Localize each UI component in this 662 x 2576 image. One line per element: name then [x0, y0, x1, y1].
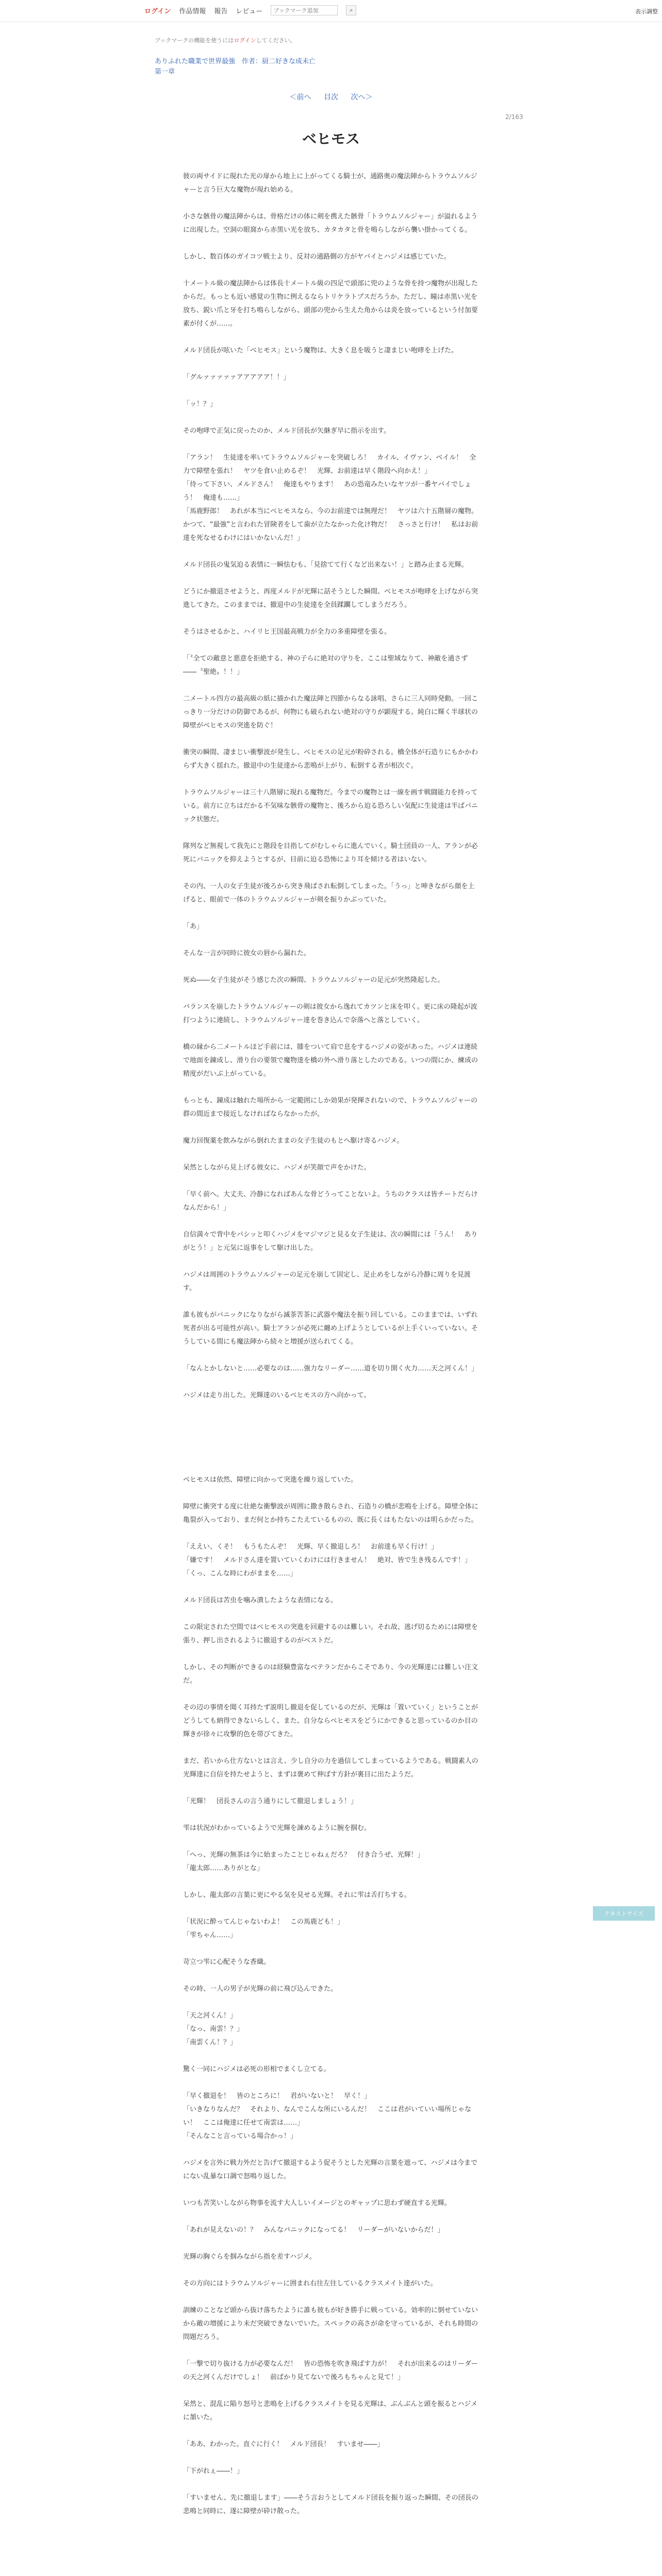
paragraph: 衝突の瞬間、凄まじい衝撃波が発生し、ベヒモスの足元が粉砕される。橋全体が石造りにもかかわらず大きく揺れた。撤退中の生徒達から悲鳴が上がり、転倒する者が相次ぐ。 — [183, 749, 478, 770]
paragraph: 「早く前へ。大丈夫、冷静になればあんな骨どうってことないよ。うちのクラスは皆チートだらけなんだから！」 — [183, 1191, 478, 1212]
paragraph: 橋の縁から二メートルほど手前には、膝をついて肩で息をするハジメの姿があった。ハジメは連続で地面を錬成し、滑り台の要領で魔物達を橋の外へ滑り落としたのである。いつの間にか、練成の精度がだいぶ上がっている。 — [183, 1043, 478, 1078]
paragraph: 誰も彼もがパニックになりながら滅茶苦茶に武器や魔法を振り回している。このままでは、いずれ死者が出る可能性が高い。騎士アランが必死に纏め上げようとしているが上手くいっていない。そうしている間にも魔法陣から続々と増援が送られてくる。 — [183, 1311, 478, 1346]
paragraph: 驚く一同にハジメは必死の形相でまくし立てる。 — [183, 2065, 330, 2073]
paragraph: 「一撃で切り抜ける力が必要なんだ！ 皆の恐怖を吹き飛ばす力が！ それが出来るのはリーダーの天之河くんだけでしょ！ 前ばかり見てないで後ろもちゃんと見て！」 — [183, 2360, 478, 2381]
paragraph: トラウムソルジャーは三十八階層に現れる魔物だ。今までの魔物とは一線を画す戦闘能力を持っている。前方に立ちはだかる不気味な骸骨の魔物と、後ろから迫る恐ろしい気配に生徒達は半ばパニック状態だ。 — [183, 789, 478, 823]
paragraph: 「ッ！？」 — [183, 400, 217, 408]
paragraph: その内、一人の女子生徒が後ろから突き飛ばされ転倒してしまった。「うっ」と呻きながら顔を上げると、眼前で一体のトラウムソルジャーが剣を振りかぶっていた。 — [183, 883, 475, 904]
paragraph: しかし、その判断ができるのは経験豊富なベテランだからこそであり、今の光輝達には難しい注文だ。 — [183, 1664, 478, 1685]
paragraph: いつも苦笑いしながら物事を流す大人しいイメージとのギャップに思わず硬直する光輝。 — [183, 2199, 451, 2207]
display-settings-link[interactable]: 表示調整 — [635, 8, 658, 15]
paragraph: 光輝の胸ぐらを掴みながら指を差すハジメ。 — [183, 2253, 316, 2261]
paragraph: 呆然としながら見上げる彼女に、ハジメが笑顔で声をかけた。 — [183, 1164, 371, 1172]
paragraph: 隊列など無視して我先にと階段を目指してがむしゃらに進んでいく。騎士団員の一人、アランが必死にパニックを抑えようとするが、目前に迫る恐怖により耳を傾ける者はいない。 — [183, 842, 478, 863]
login-link[interactable]: ログイン — [144, 7, 171, 15]
chapter-label: 第一章 — [155, 68, 175, 76]
nav-report[interactable]: 報告 — [214, 7, 228, 15]
paragraph: 「ええい、くそ！ もうもたんぞ！ 光輝、早く撤退しろ！ お前達も早く行け！」 「嫌です！ メルドさん達を置いていくわけには行きません！ 絶対、皆で生き残るんです！」 「くっ、こんな時にわがままを……」 — [183, 1543, 472, 1578]
paragraph: その方向にはトラウムソルジャーに囲まれ右往左往しているクラスメイト達がいた。 — [183, 2280, 437, 2287]
paragraph: もっとも、錬成は触れた場所から一定範囲にしか効果が発揮されないので、トラウムソルジャーの群の間近まで接近しなければならなかったが。 — [183, 1097, 478, 1118]
paragraph: この限定された空間ではベヒモスの突進を回避するのは難しい。それ故、逃げ切るためには障壁を張り、押し出されるように撤退するのがベストだ。 — [183, 1623, 478, 1645]
paragraph: 呆然と、混乱に陥り怒号と悲鳴を上げるクラスメイトを見る光輝は、ぶんぶんと頭を振るとハジメに頷いた。 — [183, 2400, 477, 2421]
paragraph: 「光輝！ 団長さんの言う通りにして撤退しましょう！」 — [183, 1798, 358, 1805]
paragraph — [183, 1416, 479, 1429]
paragraph: ハジメは走り出した。光輝達のいるベヒモスの方へ向かって。 — [183, 1392, 371, 1399]
paragraph: 死ぬ――女子生徒がそう感じた次の瞬間、トラウムソルジャーの足元が突然隆起した。 — [183, 976, 444, 984]
paragraph: 障壁に衝突する度に壮絶な衝撃波が周囲に撒き散らされ、石造りの橋が悲鳴を上げる。障壁全体に亀裂が入っており、まだ何とか持ちこたえているものの、既に長くはもたないのは明らかだった。 — [183, 1503, 478, 1524]
prev-link[interactable]: ＜前へ — [289, 93, 311, 101]
novel-body — [183, 170, 479, 2532]
paragraph: しかし、数百体のガイコツ戦士より、反対の通路側の方がヤバイとハジメは感じていた。 — [183, 253, 451, 261]
paragraph: 彼の両サイドに現れた光の扉から地上に上がってくる騎士が、通路奥の魔法陣からトラウムソルジャーと言う巨大な魔物が現れ始める。 — [183, 173, 477, 194]
paragraph: そうはさせるかと、ハイリヒ王国最高戦力が全力の多重障壁を張る。 — [183, 628, 391, 636]
paragraph: まだ、若いから仕方ないとは言え、少し自分の力を過信してしまっているようである。戦闘素人の光輝達に自信を持たせようと、まずは褒めて伸ばす方針が裏目に出たようだ。 — [183, 1757, 478, 1778]
bookmark-input[interactable] — [271, 5, 338, 15]
paragraph: 「あれが見えないの！？ みんなパニックになってる！ リーダーがいないからだ！」 — [183, 2226, 444, 2234]
series-title-link[interactable]: ありふれた職業で世界最強 作者：厨二好きな成未亡 — [155, 58, 316, 65]
paragraph: ハジメは周囲のトラウムソルジャーの足元を崩して固定し、足止めをしながら冷静に周りを見渡す。 — [183, 1271, 471, 1292]
paragraph: 「ああ、わかった。直ぐに行く！ メルド団長！ すいませ――」 — [183, 2441, 384, 2448]
paragraph: その咆哮で正気に戻ったのか、メルド団長が矢継ぎ早に指示を出す。 — [183, 427, 390, 435]
paragraph: バランスを崩したトラウムソルジャーの剣は彼女から逸れてカツンと床を叩く。更に床の隆起が波打つように連続し、トラウムソルジャー達を巻き込んで奈落へと落としていく。 — [183, 1003, 477, 1024]
page-number: 2/163 — [505, 113, 523, 121]
bookmark-notice — [155, 36, 296, 44]
paragraph: メルド団長は苦虫を噛み潰したような表情になる。 — [183, 1597, 338, 1604]
paragraph: ハジメを言外に戦力外だと告げて撤退するよう促そうとした光輝の言葉を遮って、ハジメは今までにない乱暴な口調で怒鳴り返した。 — [183, 2159, 477, 2180]
paragraph: その時、一人の男子が光輝の前に飛び込んできた。 — [183, 1985, 338, 1993]
paragraph: ベヒモスは依然、障壁に向かって突進を繰り返していた。 — [183, 1476, 358, 1484]
paragraph: 自信満々で背中をパシッと叩くハジメをマジマジと見る女子生徒は、次の瞬間には「うん！ ありがとう！」と元気に返事をして駆け出した。 — [183, 1231, 478, 1252]
paragraph: その辺の事情を聞く耳持たず説明し撤退を促しているのだが、光輝は「置いていく」ということがどうしても納得できないらしく、また、自分ならベヒモスをどうにかできると思っているのか目の輝きが徐々に攻撃的色を帯びてきた。 — [183, 1704, 478, 1738]
paragraph: メルド団長の鬼気迫る表情に一瞬怯むも、「見捨てて行くなど出来ない！」と踏み止まる光輝。 — [183, 561, 468, 569]
notice-prefix: ブックマークの機能を使うには — [155, 37, 234, 44]
text-size-button[interactable]: テキストサイズ — [593, 1906, 655, 1921]
nav-review[interactable]: レビュー — [236, 7, 263, 15]
chapter-title: ベヒモス — [302, 130, 360, 147]
paragraph: メルド団長が呟いた「ベヒモス」という魔物は、大きく息を吸うと凄まじい咆哮を上げた。 — [183, 347, 458, 354]
notice-suffix: してください。 — [256, 37, 296, 44]
paragraph: そんな一言が同時に彼女の唇から漏れた。 — [183, 950, 311, 957]
paragraph: 「天之河くん！」 「なっ、南雲！？」 「南雲くん！？」 — [183, 2012, 244, 2046]
paragraph: 「アラン！ 生徒達を率いてトラウムソルジャーを突破しろ！ カイル、イヴァン、ベイル！ 全力で障壁を張れ！ ヤツを食い止めるぞ！ 光輝、お前達は早く階段へ向かえ！」 「待って下さい、メルドさん！ 俺達もやります！ あの恐竜みたいなヤツが一番ヤバイでしょう！ 俺達も……」 「馬鹿野郎！ あれが本当にベヒモスなら、今のお前達では無理だ！ ヤツは六十五階層の魔物。かつて、“最強”と言われた冒険者をして歯が立たなかった化け物だ！ さっさと行け！ 私はお前達を死なせるわけにはいかないんだ！」 — [183, 454, 478, 542]
search-icon[interactable]: ⌕ — [346, 5, 356, 15]
chapter-pager — [0, 92, 662, 102]
paragraph: 十メートル級の魔法陣からは体長十メートル級の四足で頭部に兜のような骨を持つ魔物が出現したからだ。もっとも近い感覚の生物に例えるならトリケラトプスだろうか。ただし、瞳は赤黒い光を放ち、鋭い爪と牙を打ち鳴らしながら、頭部の兜から生えた角からは炎を放っているという付加要素が付くが……。 — [183, 280, 478, 328]
paragraph: 「へっ、光輝の無茶は今に始まったことじゃねぇだろ？ 付き合うぜ、光輝！」 「龍太郎……ありがとな」 — [183, 1851, 424, 1872]
paragraph: 「すいません、先に撤退します」――そう言おうとしてメルド団長を振り返った瞬間、その団長の悲鳴と同時に、遂に障壁が砕け散った。 — [183, 2494, 478, 2515]
paragraph: 二メートル四方の最高級の紙に描かれた魔法陣と四節からなる詠唱、さらに三人同時発動。一回こっきり一分だけの防御であるが、何物にも破られない絶対の守りが顕現する。純白に輝く半球状の障壁がベヒモスの突進を防ぐ！ — [183, 695, 478, 730]
paragraph: 「下がれぇ――！」 — [183, 2467, 244, 2475]
paragraph: 「あ」 — [183, 923, 204, 930]
top-navigation-bar — [0, 0, 662, 22]
paragraph: 小さな骸骨の魔法陣からは、骨格だけの体に剣を携えた骸骨「トラウムソルジャー」が溢れるように出現した。空洞の眼窩から赤黒い光を放ち、カタカタと骨を鳴らしながら襲い掛かってくる。 — [183, 213, 478, 234]
paragraph: 「グルァァァァァアアアアア！！」 — [183, 374, 290, 381]
paragraph: 「状況に酔ってんじゃないわよ！ この馬鹿ども！」 「雫ちゃん……」 — [183, 1918, 344, 1939]
paragraph: どうにか撤退させようと、再度メルドが光輝に話そうとした瞬間、ベヒモスが咆哮を上げながら突進してきた。このままでは、撤退中の生徒達を全員蹂躙してしまうだろう。 — [183, 588, 478, 609]
paragraph: 魔力回復薬を飲みながら倒れたままの女子生徒のもとへ駆け寄るハジメ。 — [183, 1137, 404, 1145]
paragraph: 雫は状況がわかっているようで光輝を諫めるように腕を掴む。 — [183, 1824, 371, 1832]
nav-work-info[interactable]: 作品情報 — [179, 7, 206, 15]
paragraph: 「早く撤退を！ 皆のところに！ 君がいないと！ 早く！」 「いきなりなんだ？ それより、なんでこんな所にいるんだ！ ここは君がいていい場所じゃない！ ここは俺達に任せて南雲は……」 「そんなこと言っている場合かっ！」 — [183, 2092, 472, 2140]
index-link[interactable]: 目次 — [324, 93, 338, 101]
paragraph: 訓練のことなど頭から抜け落ちたように誰も彼もが好き勝手に戦っている。効率的に倒せていないから敵の増援により未だ突破できないでいた。スペックの高さが命を守っているが、それも時間の問題だろう。 — [183, 2307, 478, 2341]
paragraph: しかし、龍太郎の言葉に更にやる気を見せる光輝。それに雫は舌打ちする。 — [183, 1891, 411, 1899]
paragraph: 「なんとかしないと……必要なのは……強力なリーダー……道を切り開く火力……天之河くん！」 — [183, 1365, 478, 1372]
paragraph: 苛立つ雫に心配そうな香織。 — [183, 1958, 271, 1966]
paragraph: 「〝全ての敵意と悪意を拒絶する、神の子らに絶対の守りを、ここは聖域なりて、神敵を通さず――〝聖絶〟！！」 — [183, 655, 468, 676]
next-link[interactable]: 次へ＞ — [351, 93, 373, 101]
notice-login-link[interactable]: ログイン — [234, 37, 256, 44]
